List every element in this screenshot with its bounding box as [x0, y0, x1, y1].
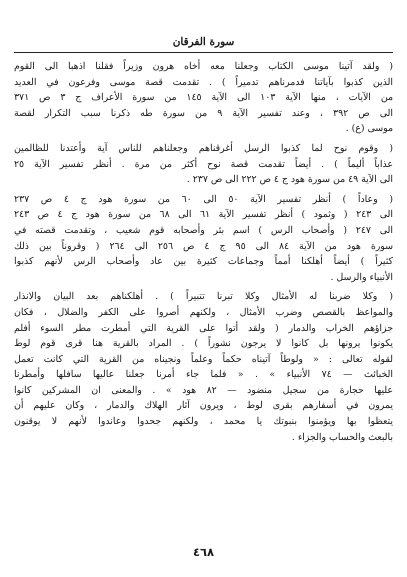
paragraph: [14, 59, 393, 137]
text-line: يتعظوا بها ويؤمنوا بنبوتك يا محمد ، ولكنهم جحدوا وعاندوا لأنهم لا يوقنون: [14, 416, 393, 428]
text-line: سورة هود من الآية ٨٤ الى ٩٥ ج ٤ ص ٢٥٦ الى ٢٦٤ ( وقروناً بين ذلك: [14, 240, 393, 252]
text-line: الأنبياء والرسل .: [330, 271, 393, 283]
text-line: يكونوا يرونها بل كانوا لا يرجون نشوراً ) . المراد بالقرية هنا قرى قوم لوط: [14, 338, 393, 350]
text-line: الى ص ٣٩٢ ، وعند تفسير الآية ٩ من سورة طه ذكرنا سبب التكرار لقصة: [14, 107, 393, 119]
text-line: جزاؤهم الخراب والدمار ( ولقد أتوا على القرية التي أمطرت مطر السوء أفلم: [14, 322, 393, 334]
text-line: الى ٢٤٣ ( وثمود ) أنظر تفسير الآية ٦١ الى ٦٨ من سورة هود ج ٤ ص ٢٤٣: [14, 209, 393, 221]
header-divider: [14, 52, 393, 53]
paragraph: [14, 141, 393, 188]
text-line: ( وقوم نوح لما كذبوا الرسل أغرقناهم وجعلناهم للناس آية وأعتدنا للظالمين: [14, 142, 393, 154]
paragraph: [14, 192, 393, 286]
text-line: ( وعاداً ) أنظر تفسير الآية ٥٠ الى ٦٠ من سورة هود ج ٤ ص ٢٣٧: [14, 193, 393, 205]
text-line: عليها حجارة من سجيل منضود — ٨٢ هود » . والمعنى ان المشركين كانوا: [14, 384, 393, 396]
text-line: الذين كذبوا بآياتنا فدمرناهم تدميراً ) . تقدمت قصة موسى وفرعون في العديد: [14, 76, 393, 88]
page-number: ٤٦٨: [192, 545, 215, 559]
body-text: [14, 59, 393, 445]
text-line: عذاباً أليماً ) . أيضاً تقدمت قصة نوح أكثر من مرة . أنظر تفسير الآية ٢٥: [14, 158, 393, 170]
text-line: الى الآية ٤٩ من سورة هود ج ٤ ص ٢٢٢ الى ص ٢٣٧ .: [186, 174, 393, 186]
paragraph: [14, 289, 393, 445]
text-line: ( وكلا ضربنا له الأمثال وكلا تبرنا تتبيراً ) . أهلكناهم بعد البيان والانذار: [14, 291, 393, 303]
text-line: والمواعظ بالقصص وضرب الأمثال ، ولكنهم أصروا على الكفر والضلال ، فكان: [14, 306, 393, 318]
text-line: الخبائث — ٧٤ الأنبياء » . « فلما جاء أمرنا جعلنا عاليها سافلها وأمطرنا: [14, 369, 393, 381]
text-line: لقوله تعالى : « ولوطاً آتيناه حكماً وعلماً ونجيناه من القرية التي كانت تعمل: [14, 353, 393, 365]
text-line: يمرون في أسفارهم بقرى لوط ، ويرون آثار الهلاك والدمار ، وكان عليهم أن: [14, 400, 393, 412]
page-title: سورة الفرقان: [172, 36, 235, 48]
text-line: من الآيات ، منها الآية ١٠٣ الى الآية ١٤٥ من سورة الأعراف ج ٣ ص ٣٧١: [14, 92, 393, 104]
text-line: ( ولقد آتينا موسى الكتاب وجعلنا معه أخاه هرون وزيراً فقلنا اذهبا الى القوم: [14, 61, 393, 72]
text-line: الى ٢٤٧ ( وأصحاب الرس ) اسم بئر وأصحابه قوم شعيب ، وتقدمت قصته في: [14, 224, 393, 236]
text-line: بالبعث والحساب والجزاء .: [291, 431, 393, 443]
text-line: كثيراً ) أيضاً أهلكنا أمماً وجماعات كثيرة بين عاد وأصحاب الرس لأنهم كذبوا: [14, 256, 393, 268]
text-line: موسى (ع) .: [345, 123, 393, 135]
